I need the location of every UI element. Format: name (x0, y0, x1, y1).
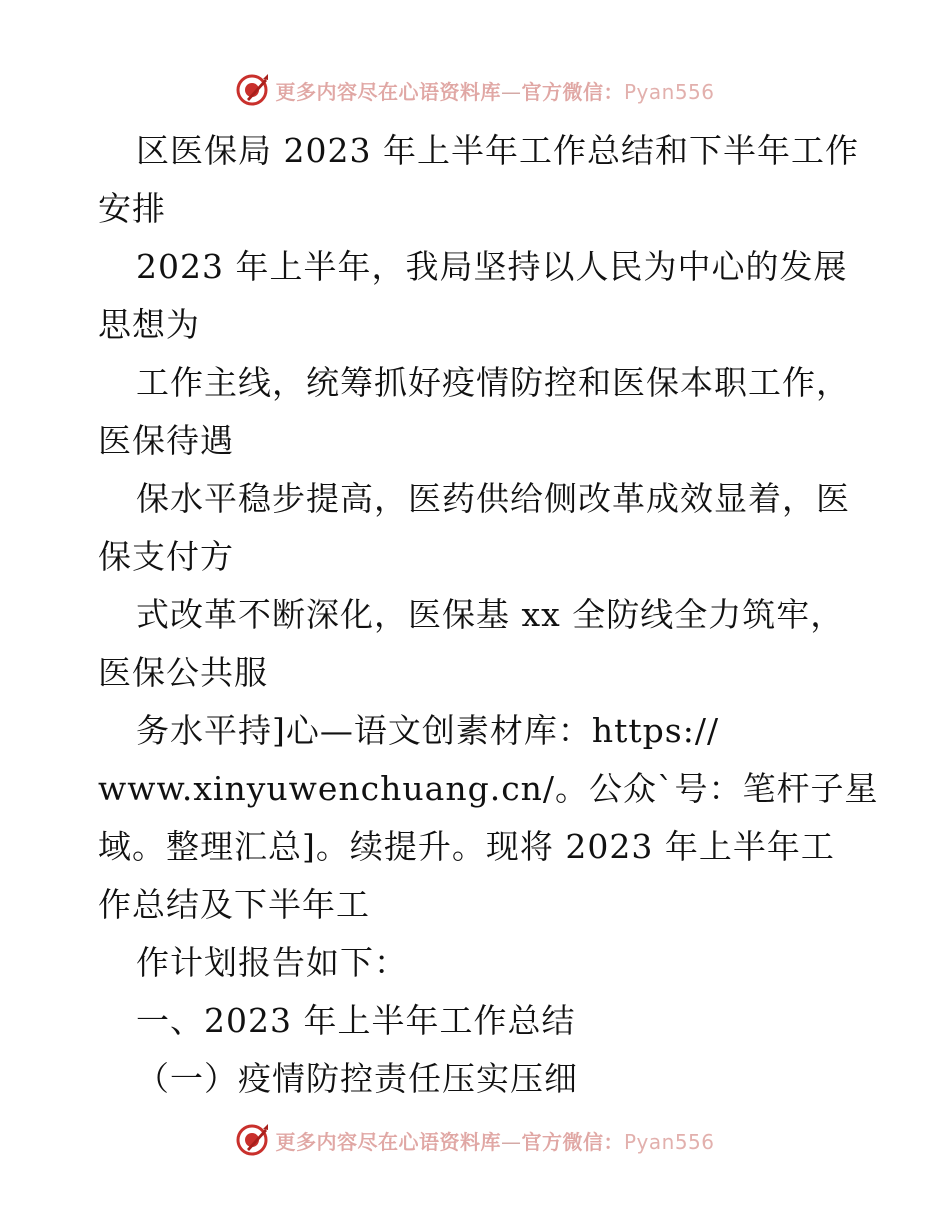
doc-title-line-1: 区医保局 2023 年上半年工作总结和下半年工作 (136, 131, 859, 170)
doc-line: 务水平持]心—语文创素材库：https:// (136, 711, 720, 750)
watermark-account: Pyan556 (623, 79, 715, 104)
doc-title-line-2: 安排 (98, 189, 166, 228)
doc-line: 2023 年上半年，我局坚持以人民为中心的发展 (136, 247, 848, 286)
doc-line: 式改革不断深化，医保基 xx 全防线全力筑牢， (136, 595, 845, 634)
brand-logo-icon (235, 73, 269, 107)
watermark-label: 官方微信： (521, 1129, 624, 1154)
watermark-label: 官方微信： (521, 79, 624, 104)
watermark-text (275, 76, 714, 105)
doc-line: 作总结及下半年工 (98, 885, 370, 924)
brand-logo-icon (235, 1123, 269, 1157)
header-watermark (0, 70, 950, 110)
doc-line: 保支付方 (98, 537, 234, 576)
document-body (98, 122, 879, 1108)
doc-line: 域。整理汇总]。续提升。现将 2023 年上半年工 (98, 827, 835, 866)
doc-line: 作计划报告如下： (136, 943, 408, 982)
watermark-separator: — (500, 79, 522, 104)
doc-line: 思想为 (98, 305, 200, 344)
section-heading: 一、2023 年上半年工作总结 (136, 1001, 576, 1040)
doc-line: www.xinyuwenchuang.cn/。公众`号：笔杆子星 (98, 769, 879, 808)
watermark-text (275, 1126, 714, 1155)
footer-watermark (0, 1120, 950, 1160)
doc-line: 医保待遇 (98, 421, 234, 460)
watermark-separator: — (500, 1129, 522, 1154)
doc-line: 保水平稳步提高，医药供给侧改革成效显着，医 (136, 479, 850, 518)
watermark-brand: 更多内容尽在心语资料库 (275, 1129, 501, 1154)
doc-line: 工作主线，统筹抓好疫情防控和医保本职工作， (136, 363, 850, 402)
doc-line: 医保公共服 (98, 653, 268, 692)
subsection-heading: （一）疫情防控责任压实压细 (136, 1059, 578, 1098)
watermark-brand: 更多内容尽在心语资料库 (275, 79, 501, 104)
watermark-account: Pyan556 (623, 1129, 715, 1154)
